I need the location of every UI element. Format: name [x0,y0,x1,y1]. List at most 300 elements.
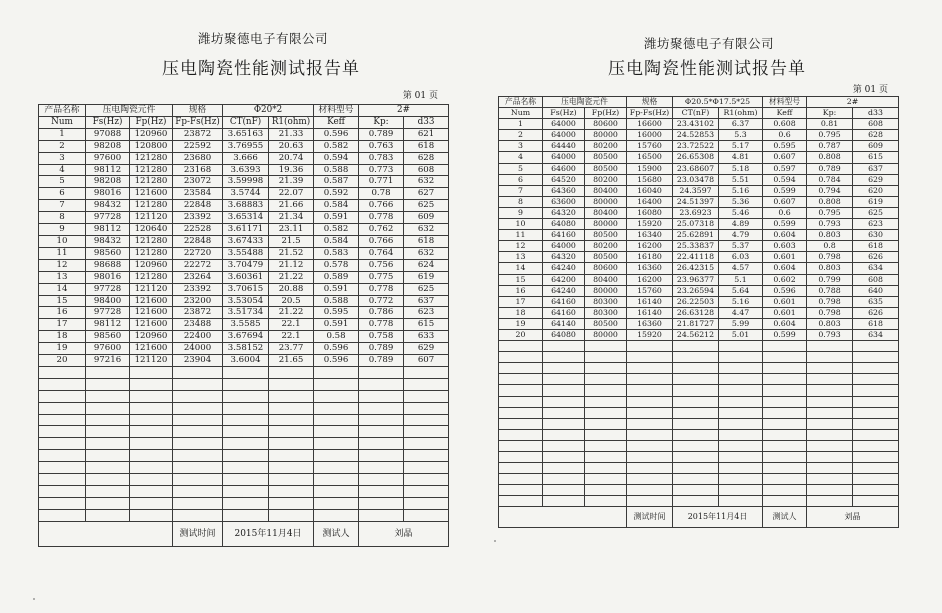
empty-cell [807,463,853,474]
table-cell: 0.766 [359,200,404,212]
table-cell: 64600 [543,163,585,174]
table-cell: 0.583 [314,247,359,259]
table-cell: 23488 [173,319,223,331]
empty-cell [86,366,130,378]
table-cell: 121600 [130,307,173,319]
empty-cell [404,402,449,414]
empty-cell [853,474,899,485]
table-cell: 121280 [130,247,173,259]
table-cell: 0.793 [807,329,853,340]
material-label: 材料型号 [763,97,807,108]
empty-row [499,407,899,418]
table-row [39,271,449,283]
material-value: 2# [807,97,899,108]
table-cell: 0.783 [359,152,404,164]
empty-row [499,374,899,385]
empty-cell [853,374,899,385]
table-cell: 625 [404,200,449,212]
table-cell: 15900 [627,163,673,174]
report-sheet-left [38,30,448,547]
empty-cell [673,496,719,507]
empty-cell [39,414,86,426]
table-cell: 23584 [173,188,223,200]
material-value: 2# [359,105,449,117]
empty-cell [543,385,585,396]
column-header: d33 [853,108,899,119]
empty-cell [404,438,449,450]
empty-row [499,485,899,496]
table-cell: 16 [499,285,543,296]
table-cell: 98560 [86,331,130,343]
table-cell: 608 [853,119,899,130]
empty-cell [359,462,404,474]
table-row [499,329,899,340]
empty-cell [763,463,807,474]
table-cell: 0.596 [314,343,359,355]
empty-cell [359,485,404,497]
table-row [39,331,449,343]
table-cell: 4 [39,164,86,176]
empty-cell [130,509,173,521]
table-row [39,355,449,367]
table-cell: 97600 [86,152,130,164]
empty-cell [39,390,86,402]
table-cell: 23072 [173,176,223,188]
table-cell: 0.594 [763,174,807,185]
table-cell: 0.602 [763,274,807,285]
table-cell: 620 [853,185,899,196]
table-cell: 637 [853,163,899,174]
table-row [499,196,899,207]
empty-cell [543,474,585,485]
table-cell: 0.604 [763,263,807,274]
table-cell: 23.72522 [673,141,719,152]
column-header: R1(ohm) [269,116,314,128]
report-title: 压电陶瓷性能测试报告单 [162,59,360,79]
table-cell: 4 [499,152,543,163]
table-cell: 619 [404,271,449,283]
empty-cell [673,374,719,385]
empty-cell [807,374,853,385]
spec-label: 规格 [173,105,223,117]
empty-cell [719,485,763,496]
empty-cell [39,485,86,497]
table-cell: 98432 [86,200,130,212]
empty-cell [543,485,585,496]
column-header: d33 [404,116,449,128]
table-cell: 121280 [130,200,173,212]
empty-cell [585,407,627,418]
table-cell: 0.778 [359,319,404,331]
table-cell: 22848 [173,235,223,247]
empty-row [39,450,449,462]
table-cell: 0.778 [359,283,404,295]
table-cell: 0.772 [359,295,404,307]
empty-cell [719,363,763,374]
table-cell: 80000 [585,130,627,141]
table-cell: 615 [853,152,899,163]
empty-cell [853,396,899,407]
table-row [39,319,449,331]
empty-cell [314,450,359,462]
table-cell: 0.58 [314,331,359,343]
table-cell: 16360 [627,263,673,274]
table-cell: 16140 [627,296,673,307]
column-header: Kp: [359,116,404,128]
table-cell: 80000 [585,285,627,296]
table-cell: 6 [39,188,86,200]
table-cell: 17 [499,296,543,307]
scan-speck [494,540,496,542]
empty-cell [499,474,543,485]
empty-cell [627,407,673,418]
empty-cell [359,450,404,462]
table-cell: 24.52853 [673,130,719,141]
empty-cell [314,438,359,450]
table-row [499,152,899,163]
empty-cell [853,485,899,496]
table-cell: 98688 [86,259,130,271]
table-cell: 24000 [173,343,223,355]
empty-cell [173,509,223,521]
table-cell: 5.51 [719,174,763,185]
table-cell: 0.582 [314,140,359,152]
empty-cell [627,485,673,496]
empty-cell [853,385,899,396]
table-cell: 80000 [585,219,627,230]
empty-cell [853,452,899,463]
table-cell: 98208 [86,176,130,188]
table-cell: 0.803 [807,318,853,329]
empty-cell [359,414,404,426]
empty-cell [223,473,269,485]
empty-cell [719,474,763,485]
empty-cell [543,440,585,451]
empty-cell [173,402,223,414]
table-row [499,119,899,130]
empty-cell [585,463,627,474]
column-header: Fp-Fs(Hz) [173,116,223,128]
empty-cell [404,462,449,474]
table-cell: 25.33837 [673,241,719,252]
table-cell: 64320 [543,252,585,263]
empty-cell [719,374,763,385]
page-number: 第 01 页 [402,91,438,101]
empty-cell [585,374,627,385]
empty-cell [130,497,173,509]
table-cell: 3.6004 [223,355,269,367]
table-cell: 63600 [543,196,585,207]
table-cell: 0.758 [359,331,404,343]
empty-cell [719,385,763,396]
table-cell: 15 [39,295,86,307]
table-cell: 10 [499,219,543,230]
table-cell: 0.771 [359,176,404,188]
empty-cell [314,497,359,509]
table-cell: 16340 [627,230,673,241]
table-cell: 0.786 [359,307,404,319]
test-results-table [38,104,449,547]
empty-cell [627,440,673,451]
table-cell: 64160 [543,230,585,241]
table-cell: 3.65314 [223,212,269,224]
empty-cell [627,374,673,385]
table-row [499,207,899,218]
empty-cell [673,485,719,496]
empty-cell [807,341,853,352]
table-cell: 618 [404,140,449,152]
table-row [499,163,899,174]
table-cell: 121600 [130,319,173,331]
empty-cell [673,440,719,451]
empty-cell [359,390,404,402]
table-row [39,247,449,259]
table-cell: 8 [499,196,543,207]
table-cell: 0.6 [763,207,807,218]
table-row [499,230,899,241]
empty-cell [86,497,130,509]
table-cell: 21.22 [269,307,314,319]
table-cell: 23680 [173,152,223,164]
column-header: Keff [763,108,807,119]
table-cell: 80500 [585,252,627,263]
table-cell: 618 [404,235,449,247]
table-cell: 23.43102 [673,119,719,130]
table-cell: 0.799 [807,274,853,285]
table-cell: 0.787 [807,141,853,152]
table-cell: 64440 [543,141,585,152]
empty-cell [223,438,269,450]
table-cell: 64000 [543,119,585,130]
product-name-value: 压电陶瓷元件 [86,105,173,117]
table-cell: 0.789 [359,128,404,140]
empty-cell [673,352,719,363]
column-header: Fs(Hz) [86,116,130,128]
empty-cell [269,509,314,521]
table-cell: 626 [853,252,899,263]
column-header: Num [499,108,543,119]
table-cell: 98016 [86,271,130,283]
table-cell: 4.57 [719,263,763,274]
empty-cell [314,473,359,485]
table-cell: 3.59998 [223,176,269,188]
table-cell: 98112 [86,224,130,236]
column-header-row [499,108,899,119]
table-cell: 0.803 [807,263,853,274]
table-cell: 22400 [173,331,223,343]
table-cell: 2 [499,130,543,141]
table-row [39,307,449,319]
empty-cell [719,407,763,418]
table-cell: 16200 [627,241,673,252]
table-cell: 6.03 [719,252,763,263]
table-cell: 3.53054 [223,295,269,307]
empty-row [39,473,449,485]
empty-row [499,496,899,507]
table-cell: 0.766 [359,235,404,247]
empty-cell [627,474,673,485]
table-cell: 3.51734 [223,307,269,319]
table-cell: 20.63 [269,140,314,152]
table-cell: 15760 [627,141,673,152]
product-info-row [499,97,899,108]
table-cell: 0.778 [359,212,404,224]
empty-cell [404,366,449,378]
empty-cell [499,429,543,440]
table-cell: 80500 [585,152,627,163]
table-cell: 26.42315 [673,263,719,274]
table-cell: 80600 [585,263,627,274]
table-cell: 15 [499,274,543,285]
empty-cell [763,352,807,363]
table-cell: 21.33 [269,128,314,140]
spec-label: 规格 [627,97,673,108]
empty-cell [86,462,130,474]
empty-row [39,438,449,450]
empty-cell [673,341,719,352]
empty-cell [499,496,543,507]
empty-cell [314,390,359,402]
empty-cell [853,418,899,429]
empty-cell [269,390,314,402]
empty-cell [86,450,130,462]
empty-cell [130,426,173,438]
empty-row [499,418,899,429]
empty-cell [314,462,359,474]
table-cell: 22528 [173,224,223,236]
empty-cell [807,407,853,418]
empty-cell [543,429,585,440]
empty-cell [39,473,86,485]
table-cell: 5.64 [719,285,763,296]
empty-cell [269,497,314,509]
table-cell: 22720 [173,247,223,259]
table-cell: 0.584 [314,200,359,212]
table-cell: 23872 [173,128,223,140]
table-row [39,164,449,176]
table-row [39,128,449,140]
empty-cell [673,396,719,407]
empty-cell [404,390,449,402]
table-cell: 98560 [86,247,130,259]
table-row [39,235,449,247]
empty-cell [543,407,585,418]
company-name: 潍坊聚德电子有限公司 [197,31,328,46]
table-cell: 0.589 [314,271,359,283]
table-cell: 608 [853,274,899,285]
table-cell: 0.607 [763,196,807,207]
column-header: Fs(Hz) [543,108,585,119]
table-cell: 0.599 [763,329,807,340]
table-cell: 64240 [543,285,585,296]
table-cell: 5 [39,176,86,188]
empty-cell [627,429,673,440]
table-cell: 23392 [173,212,223,224]
table-cell: 24.3597 [673,185,719,196]
table-cell: 0.596 [314,355,359,367]
empty-cell [673,363,719,374]
empty-row [39,390,449,402]
empty-cell [585,352,627,363]
table-cell: 97728 [86,283,130,295]
table-cell: 621 [404,128,449,140]
table-cell: 632 [404,176,449,188]
empty-cell [223,509,269,521]
table-cell: 121280 [130,235,173,247]
table-cell: 623 [853,219,899,230]
table-cell: 64080 [543,329,585,340]
empty-cell [404,450,449,462]
empty-cell [673,407,719,418]
empty-cell [627,418,673,429]
empty-cell [763,418,807,429]
table-row [39,212,449,224]
table-cell: 18 [499,307,543,318]
empty-cell [130,414,173,426]
column-header: CT(nF) [223,116,269,128]
table-cell: 15680 [627,174,673,185]
column-header: Num [39,116,86,128]
empty-cell [585,452,627,463]
empty-row [39,378,449,390]
table-cell: 630 [853,230,899,241]
table-cell: 9 [39,224,86,236]
table-cell: 13 [39,271,86,283]
table-cell: 0.596 [314,128,359,140]
table-cell: 97216 [86,355,130,367]
table-cell: 120960 [130,331,173,343]
empty-row [39,485,449,497]
empty-cell [543,374,585,385]
empty-cell [269,450,314,462]
tester-label: 测试人 [763,507,807,528]
empty-cell [673,463,719,474]
table-cell: 3.5585 [223,319,269,331]
table-cell: 5.18 [719,163,763,174]
table-row [499,219,899,230]
table-cell: 0.595 [763,141,807,152]
empty-cell [853,463,899,474]
table-cell: 625 [404,283,449,295]
table-cell: 0.601 [763,252,807,263]
table-cell: 0.603 [763,241,807,252]
table-row [39,259,449,271]
table-cell: 80300 [585,296,627,307]
empty-cell [853,341,899,352]
empty-cell [543,363,585,374]
empty-cell [499,396,543,407]
empty-cell [499,407,543,418]
table-cell: 5.16 [719,296,763,307]
empty-cell [269,473,314,485]
empty-cell [173,473,223,485]
table-row [39,152,449,164]
empty-cell [499,463,543,474]
table-cell: 23264 [173,271,223,283]
table-cell: 121280 [130,164,173,176]
table-cell: 0.599 [763,185,807,196]
table-cell: 4.47 [719,307,763,318]
column-header: Fp(Hz) [130,116,173,128]
table-cell: 20 [499,329,543,340]
column-header: Kp: [807,108,853,119]
table-cell: 7 [39,200,86,212]
table-cell: 16180 [627,252,673,263]
empty-cell [314,485,359,497]
empty-row [499,474,899,485]
empty-cell [223,485,269,497]
empty-cell [719,396,763,407]
